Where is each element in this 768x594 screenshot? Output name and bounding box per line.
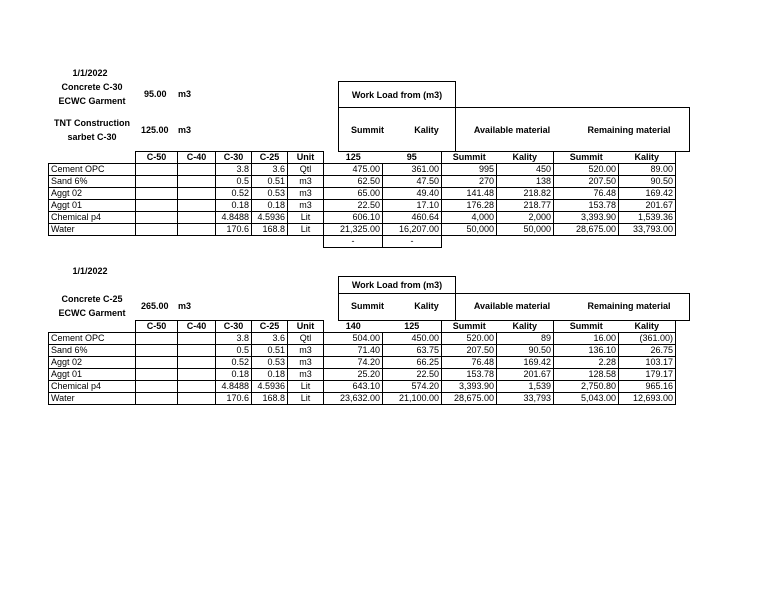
- section1-project2-line2: sarbet C-30: [67, 132, 117, 142]
- table-cell: 4,000: [442, 212, 497, 224]
- table-cell: 168.8: [252, 224, 288, 236]
- table-cell: 606.10: [324, 212, 383, 224]
- column-header: C-30: [216, 152, 252, 164]
- table-row: [49, 212, 676, 224]
- table-cell: 4.5936: [252, 381, 288, 393]
- table-cell: Qtl: [288, 333, 324, 345]
- table-cell: 201.67: [619, 200, 676, 212]
- empty-cell: [252, 236, 288, 248]
- table-cell: 0.18: [252, 200, 288, 212]
- table-cell: 63.75: [383, 345, 442, 357]
- table-cell: Qtl: [288, 164, 324, 176]
- section1-project2-line1: TNT Construction: [54, 118, 130, 128]
- table-row: [49, 188, 676, 200]
- table-cell: 28,675.00: [442, 393, 497, 405]
- table-row: [49, 369, 676, 381]
- section1-project1-line2: ECWC Garment: [58, 96, 126, 106]
- section1-kality-label: Kality: [414, 125, 439, 135]
- table-cell: 66.25: [383, 357, 442, 369]
- table-cell: 170.6: [216, 393, 252, 405]
- table-cell: 47.50: [383, 176, 442, 188]
- table-cell: 995: [442, 164, 497, 176]
- empty-cell: [497, 236, 554, 248]
- table-cell: 2,000: [497, 212, 554, 224]
- table-cell: 0.51: [252, 345, 288, 357]
- table-cell: 153.78: [554, 200, 619, 212]
- column-header: Kality: [497, 152, 554, 164]
- table-cell: 65.00: [324, 188, 383, 200]
- section1-workload-title: Work Load from (m3): [351, 90, 443, 100]
- column-header: Kality: [619, 321, 676, 333]
- table-cell: 25.20: [324, 369, 383, 381]
- table-cell: 89.00: [619, 164, 676, 176]
- table-cell: 90.50: [497, 345, 554, 357]
- empty-cell: [554, 236, 619, 248]
- table-cell: 0.52: [216, 357, 252, 369]
- table-cell: 23,632.00: [324, 393, 383, 405]
- column-header: Summit: [442, 152, 497, 164]
- section1-table: [48, 151, 676, 248]
- table-cell: 218.82: [497, 188, 554, 200]
- table-cell: [178, 345, 216, 357]
- column-header: Summit: [442, 321, 497, 333]
- table-cell: 450: [497, 164, 554, 176]
- table-cell: 3,393.90: [554, 212, 619, 224]
- table-cell: 21,100.00: [383, 393, 442, 405]
- section2-kality-label: Kality: [414, 301, 439, 311]
- table-cell: [178, 176, 216, 188]
- table-cell: 361.00: [383, 164, 442, 176]
- column-header: Summit: [554, 321, 619, 333]
- row-label: Water: [49, 393, 136, 405]
- table-cell: 0.53: [252, 188, 288, 200]
- table-row: [49, 176, 676, 188]
- row-label: Chemical p4: [49, 212, 136, 224]
- table-cell: 16.00: [554, 333, 619, 345]
- column-header: C-50: [136, 321, 178, 333]
- row-label: Aggt 01: [49, 200, 136, 212]
- section1-project1-line1: Concrete C-30: [61, 82, 123, 92]
- section2-remaining-label: Remaining material: [587, 301, 671, 311]
- table-cell: Lit: [288, 212, 324, 224]
- table-cell: 62.50: [324, 176, 383, 188]
- table-row: [49, 224, 676, 236]
- column-header: Summit: [554, 152, 619, 164]
- column-header: Unit: [288, 321, 324, 333]
- table-cell: 28,675.00: [554, 224, 619, 236]
- table-row: [49, 345, 676, 357]
- column-header: C-25: [252, 321, 288, 333]
- row-label: Cement OPC: [49, 333, 136, 345]
- table-cell: 179.17: [619, 369, 676, 381]
- table-cell: 153.78: [442, 369, 497, 381]
- dash-cell: -: [383, 236, 442, 248]
- table-cell: 71.40: [324, 345, 383, 357]
- empty-cell: [288, 236, 324, 248]
- section2-header-row: [49, 321, 676, 333]
- table-cell: [136, 224, 178, 236]
- table-cell: [178, 188, 216, 200]
- row-label: Sand 6%: [49, 345, 136, 357]
- table-cell: 33,793.00: [619, 224, 676, 236]
- row-label: Aggt 02: [49, 188, 136, 200]
- table-cell: [178, 357, 216, 369]
- table-row: [49, 381, 676, 393]
- empty-cell: [216, 236, 252, 248]
- table-cell: 965.16: [619, 381, 676, 393]
- table-cell: 4.8488: [216, 381, 252, 393]
- table-cell: [136, 393, 178, 405]
- section2-table: [48, 320, 676, 405]
- column-header: C-50: [136, 152, 178, 164]
- table-row: [49, 164, 676, 176]
- table-cell: 17.10: [383, 200, 442, 212]
- section2-project-line1: Concrete C-25: [61, 294, 123, 304]
- column-header: C-25: [252, 152, 288, 164]
- empty-cell: [442, 236, 497, 248]
- dash-cell: -: [324, 236, 383, 248]
- table-cell: [136, 176, 178, 188]
- column-header: C-40: [178, 152, 216, 164]
- table-cell: 136.10: [554, 345, 619, 357]
- table-cell: Lit: [288, 393, 324, 405]
- table-cell: 0.52: [216, 188, 252, 200]
- table-cell: 207.50: [554, 176, 619, 188]
- table-cell: 460.64: [383, 212, 442, 224]
- table-cell: 475.00: [324, 164, 383, 176]
- table-cell: 0.18: [216, 200, 252, 212]
- table-cell: 128.58: [554, 369, 619, 381]
- table-cell: 141.48: [442, 188, 497, 200]
- section1-remaining-label: Remaining material: [587, 125, 671, 135]
- table-cell: 138: [497, 176, 554, 188]
- header-blank: [49, 321, 136, 333]
- empty-cell: [136, 236, 178, 248]
- table-cell: 270: [442, 176, 497, 188]
- table-cell: 450.00: [383, 333, 442, 345]
- table-cell: 0.51: [252, 176, 288, 188]
- table-cell: [136, 164, 178, 176]
- table-cell: m3: [288, 357, 324, 369]
- table-cell: 168.8: [252, 393, 288, 405]
- column-header: Kality: [619, 152, 676, 164]
- table-cell: [136, 357, 178, 369]
- column-header: 140: [324, 321, 383, 333]
- table-cell: 3.8: [216, 164, 252, 176]
- column-header: Kality: [497, 321, 554, 333]
- table-cell: 22.50: [383, 369, 442, 381]
- table-cell: 1,539.36: [619, 212, 676, 224]
- empty-cell: [178, 236, 216, 248]
- table-cell: 3.8: [216, 333, 252, 345]
- table-cell: 16,207.00: [383, 224, 442, 236]
- table-cell: m3: [288, 369, 324, 381]
- table-cell: 5,043.00: [554, 393, 619, 405]
- section1-project1-qty: 95.00: [144, 89, 167, 99]
- section1-summit-label: Summit: [350, 125, 384, 135]
- table-cell: [178, 393, 216, 405]
- table-cell: 201.67: [497, 369, 554, 381]
- table-cell: 176.28: [442, 200, 497, 212]
- table-cell: 49.40: [383, 188, 442, 200]
- table-cell: 0.5: [216, 345, 252, 357]
- section1-available-label: Available material: [473, 125, 551, 135]
- column-header: C-30: [216, 321, 252, 333]
- table-cell: 0.18: [252, 369, 288, 381]
- table-cell: Lit: [288, 224, 324, 236]
- table-cell: 0.5: [216, 176, 252, 188]
- table-cell: 218.77: [497, 200, 554, 212]
- column-header: 125: [324, 152, 383, 164]
- section1-project1-unit: m3: [178, 89, 192, 99]
- row-label: Aggt 01: [49, 369, 136, 381]
- column-header: 125: [383, 321, 442, 333]
- row-label: Sand 6%: [49, 176, 136, 188]
- table-cell: 504.00: [324, 333, 383, 345]
- table-cell: [136, 369, 178, 381]
- section1-project2-qty: 125.00: [141, 125, 169, 135]
- table-row: [49, 200, 676, 212]
- table-cell: 3.6: [252, 164, 288, 176]
- table-cell: 21,325.00: [324, 224, 383, 236]
- table-cell: 170.6: [216, 224, 252, 236]
- table-cell: 50,000: [442, 224, 497, 236]
- table-cell: m3: [288, 176, 324, 188]
- section2-project-qty: 265.00: [141, 301, 169, 311]
- table-cell: 4.5936: [252, 212, 288, 224]
- table-cell: 520.00: [554, 164, 619, 176]
- table-cell: 103.17: [619, 357, 676, 369]
- section2-summit-label: Summit: [350, 301, 384, 311]
- table-cell: 12,693.00: [619, 393, 676, 405]
- column-header: 95: [383, 152, 442, 164]
- table-cell: 520.00: [442, 333, 497, 345]
- table-cell: [178, 381, 216, 393]
- table-cell: m3: [288, 188, 324, 200]
- table-cell: 50,000: [497, 224, 554, 236]
- table-cell: [136, 212, 178, 224]
- section2-available-label: Available material: [473, 301, 551, 311]
- row-label: Chemical p4: [49, 381, 136, 393]
- table-row: [49, 357, 676, 369]
- header-blank: [49, 152, 136, 164]
- table-cell: 90.50: [619, 176, 676, 188]
- table-cell: 1,539: [497, 381, 554, 393]
- section1-project2-unit: m3: [178, 125, 192, 135]
- table-cell: [178, 164, 216, 176]
- empty-cell: [49, 236, 136, 248]
- table-cell: 574.20: [383, 381, 442, 393]
- table-cell: [178, 212, 216, 224]
- table-cell: 0.18: [216, 369, 252, 381]
- section1-header-row: [49, 152, 676, 164]
- table-cell: 2,750.80: [554, 381, 619, 393]
- column-header: C-40: [178, 321, 216, 333]
- table-cell: Lit: [288, 381, 324, 393]
- table-cell: 0.53: [252, 357, 288, 369]
- table-cell: [136, 333, 178, 345]
- table-cell: 76.48: [442, 357, 497, 369]
- table-cell: m3: [288, 345, 324, 357]
- table-cell: [136, 345, 178, 357]
- empty-cell: [619, 236, 676, 248]
- section2-workload-title: Work Load from (m3): [351, 280, 443, 290]
- table-cell: [178, 200, 216, 212]
- table-cell: 169.42: [497, 357, 554, 369]
- table-cell: 22.50: [324, 200, 383, 212]
- table-cell: 4.8488: [216, 212, 252, 224]
- row-label: Aggt 02: [49, 357, 136, 369]
- table-cell: 169.42: [619, 188, 676, 200]
- table-cell: 3.6: [252, 333, 288, 345]
- column-header: Unit: [288, 152, 324, 164]
- section2-project-unit: m3: [178, 301, 192, 311]
- dash-row: [49, 236, 676, 248]
- table-cell: 643.10: [324, 381, 383, 393]
- table-cell: 2.28: [554, 357, 619, 369]
- table-cell: (361.00): [619, 333, 676, 345]
- table-cell: [178, 333, 216, 345]
- table-cell: 3,393.90: [442, 381, 497, 393]
- table-cell: 33,793: [497, 393, 554, 405]
- table-cell: 76.48: [554, 188, 619, 200]
- table-cell: [178, 369, 216, 381]
- table-cell: m3: [288, 200, 324, 212]
- table-cell: [178, 224, 216, 236]
- row-label: Cement OPC: [49, 164, 136, 176]
- section1-date: 1/1/2022: [72, 68, 108, 78]
- section2-date: 1/1/2022: [72, 266, 108, 276]
- table-cell: 26.75: [619, 345, 676, 357]
- table-row: [49, 333, 676, 345]
- row-label: Water: [49, 224, 136, 236]
- table-cell: [136, 200, 178, 212]
- table-cell: 207.50: [442, 345, 497, 357]
- table-cell: 74.20: [324, 357, 383, 369]
- table-row: [49, 393, 676, 405]
- table-cell: 89: [497, 333, 554, 345]
- table-cell: [136, 381, 178, 393]
- table-cell: [136, 188, 178, 200]
- section2-project-line2: ECWC Garment: [58, 308, 126, 318]
